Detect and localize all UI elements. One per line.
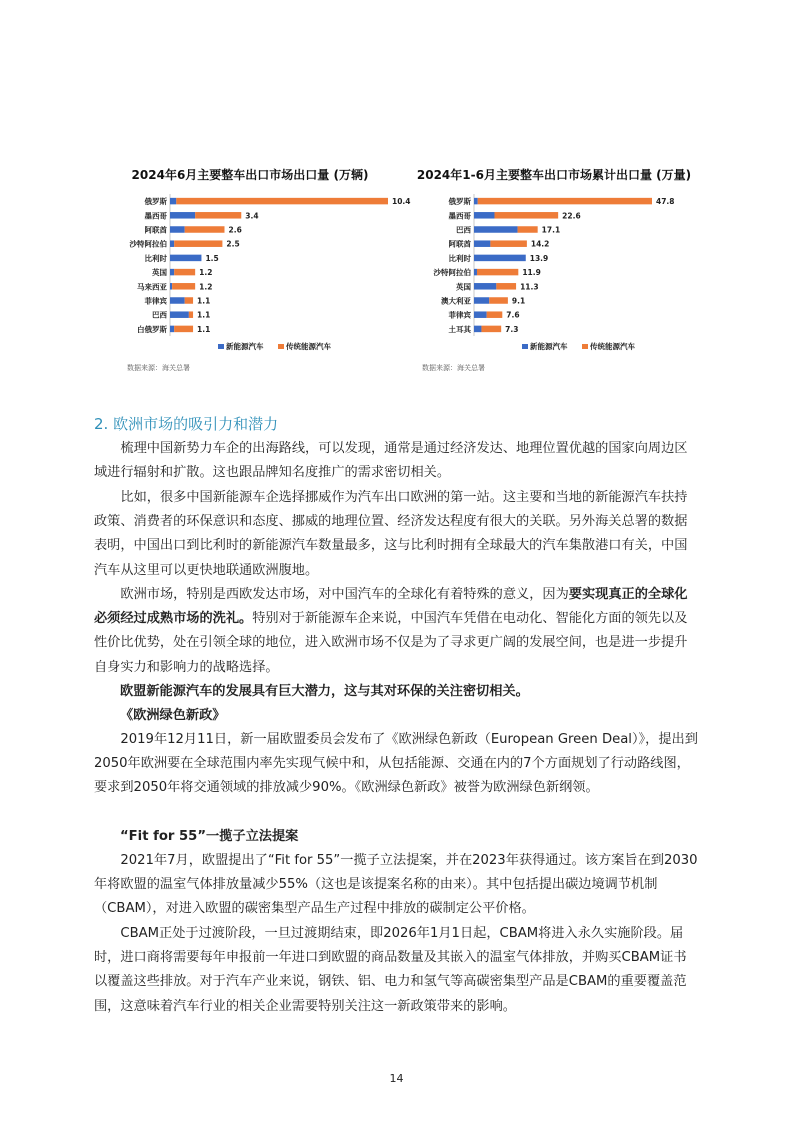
data-label: 9.1 — [511, 296, 526, 306]
data-label: 1.1 — [197, 296, 211, 306]
paragraph — [94, 583, 698, 680]
text-run: 特别对于新能源车企来说，中国汽车凭借在电动化、智能化方面的领先以及性价比优势，处在引领全球的地位，进入欧洲市场不仅是为了寻求更广阔的发展空间，也是进一步提升自身实力和影响力的战略选择。 — [94, 611, 688, 675]
text-run: 欧洲市场，特别是西欧发达市场，对中国汽车的全球化有着特殊的意义，因为 — [120, 587, 569, 602]
bar-ice — [496, 283, 516, 290]
bar-ice — [174, 326, 193, 333]
bar-ice — [489, 297, 508, 304]
bar-ice — [478, 198, 652, 205]
chart-title: 2024年6月主要整车出口市场出口量 (万辆) — [131, 168, 369, 182]
legend-label: 传统能源汽车 — [590, 342, 635, 351]
category-label: 沙特阿拉伯 — [129, 239, 167, 249]
category-label: 英国 — [152, 268, 167, 278]
category-label: 俄罗斯 — [448, 197, 471, 207]
bar-nev — [170, 240, 174, 247]
bar-ice — [487, 311, 503, 318]
bar-ice — [172, 283, 195, 290]
bold-statement: 欧盟新能源汽车的发展具有巨大潜力，这与其对环保的关注密切相关。 — [120, 684, 529, 699]
data-label: 7.3 — [505, 324, 519, 334]
data-label: 1.2 — [199, 282, 213, 292]
bar-ice — [176, 198, 388, 205]
category-label: 阿联酋 — [144, 225, 167, 235]
bar-nev — [170, 326, 174, 333]
bar-ice — [189, 311, 193, 318]
bar-ice — [185, 297, 193, 304]
category-label: 俄罗斯 — [144, 197, 167, 207]
bar-nev — [474, 226, 518, 233]
paragraph: 梳理中国新势力车企的出海路线，可以发现，通常是通过经济发达、地理位置优越的国家向周边区域进行辐射和扩散。这也跟品牌知名度推广的需求密切相关。 — [94, 441, 688, 481]
data-label: 2.6 — [228, 225, 242, 235]
data-label: 3.4 — [245, 211, 259, 221]
bar-ice — [195, 212, 241, 219]
legend-label: 新能源汽车 — [226, 342, 264, 351]
data-label: 1.5 — [205, 253, 219, 263]
bar-nev — [474, 326, 481, 333]
bar-nev — [170, 269, 174, 276]
bar-ice — [185, 226, 225, 233]
bar-nev — [474, 311, 487, 318]
bar-nev — [170, 283, 172, 290]
chart-cumulative-exports — [404, 166, 704, 376]
section-heading: 2. 欧洲市场的吸引力和潜力 — [94, 415, 279, 433]
category-label: 白俄罗斯 — [137, 324, 167, 334]
category-label: 阿联酋 — [448, 239, 471, 249]
subheading: “Fit for 55”一揽子立法提案 — [120, 829, 299, 844]
category-label: 墨西哥 — [448, 211, 471, 221]
subheading: 《欧洲绿色新政》 — [120, 708, 226, 723]
bar-nev — [170, 297, 185, 304]
category-label: 澳大利亚 — [441, 296, 471, 306]
category-label: 菲律宾 — [144, 296, 167, 306]
category-label: 沙特阿拉伯 — [433, 268, 471, 278]
paragraph: 比如，很多中国新能源车企选择挪威作为汽车出口欧洲的第一站。这主要和当地的新能源汽车扶持政策、消费者的环保意识和态度、挪威的地理位置、经济发达程度有很大的关联。另外海关总署的数据表明，中国出口到比利时的新能源汽车数量最多，这与比利时拥有全球最大的汽车集散港口有关，中国汽车从这里可以更快地联通欧洲腹地。 — [94, 490, 688, 578]
legend-swatch — [582, 344, 588, 349]
legend-swatch — [218, 344, 224, 349]
category-label: 土耳其 — [448, 324, 471, 334]
category-label: 英国 — [456, 282, 471, 292]
data-label: 14.2 — [530, 239, 550, 249]
data-label: 1.2 — [199, 268, 213, 278]
paragraph: 2019年12月11日，新一届欧盟委员会发布了《欧洲绿色新政（European Green Deal）》，提出到2050年欧洲要在全球范围内率先实现气候中和，从包括能源、交通在内的7个方面规划了行动路线图，要求到2050年将交通领域的排放减少90%。《欧洲绿色新政》被誉为欧洲绿色新纲领。 — [94, 732, 698, 796]
legend-label: 传统能源汽车 — [286, 342, 331, 351]
legend-label: 新能源汽车 — [530, 342, 568, 351]
category-label: 墨西哥 — [144, 211, 167, 221]
bar-nev — [170, 226, 185, 233]
data-label: 1.1 — [197, 324, 211, 334]
bar-chart-svg — [404, 194, 704, 359]
category-label: 巴西 — [152, 310, 167, 320]
data-label: 2.5 — [226, 239, 240, 249]
category-label: 巴西 — [456, 225, 471, 235]
data-label: 11.9 — [522, 268, 541, 278]
category-label: 比利时 — [144, 253, 167, 263]
chart-source: 数据来源：海关总署 — [422, 364, 485, 372]
bar-ice — [174, 269, 195, 276]
paragraph: CBAM正处于过渡阶段，一旦过渡期结束，即2026年1月1日起，CBAM将进入永久实施阶段。届时，进口商将需要每年申报前一年进口到欧盟的商品数量及其嵌入的温室气体排放，并购买CBAM证书以覆盖这些排放。对于汽车产业来说，钢铁、铝、电力和氢气等高碳密集型产品是CBAM的重要覆盖范围，这意味着汽车行业的相关企业需要特别关注这一新政策带来的影响。 — [94, 926, 687, 1014]
data-label: 22.6 — [562, 211, 581, 221]
bar-nev — [170, 198, 176, 205]
chart-monthly-exports — [100, 166, 411, 376]
category-label: 比利时 — [448, 253, 471, 263]
category-label: 马来西亚 — [137, 282, 167, 292]
bar-nev — [474, 240, 490, 247]
bold-text: 要实现真正的全球化必须经过成熟市场的洗礼。 — [94, 587, 688, 627]
category-label: 菲律宾 — [448, 310, 471, 320]
bar-nev — [474, 198, 478, 205]
bar-nev — [170, 255, 201, 262]
data-label: 17.1 — [541, 225, 561, 235]
bar-nev — [474, 297, 489, 304]
bar-ice — [477, 269, 518, 276]
bar-nev — [474, 212, 494, 219]
bar-ice — [174, 240, 222, 247]
bar-ice — [481, 326, 501, 333]
bar-ice — [518, 226, 538, 233]
data-label: 47.8 — [656, 197, 675, 207]
chart-title: 2024年1-6月主要整车出口市场累计出口量 (万量) — [416, 168, 692, 182]
bar-ice — [494, 212, 558, 219]
data-label: 10.4 — [392, 197, 411, 207]
bar-chart-svg — [100, 194, 411, 359]
legend-swatch — [278, 344, 284, 349]
bar-nev — [474, 283, 496, 290]
chart-source: 数据来源：海关总署 — [127, 364, 190, 372]
data-label: 7.6 — [506, 310, 520, 320]
page-number: 14 — [389, 1072, 404, 1085]
legend-swatch — [522, 344, 528, 349]
bar-nev — [170, 311, 189, 318]
bar-ice — [490, 240, 526, 247]
data-label: 11.3 — [520, 282, 539, 292]
bar-nev — [474, 255, 526, 262]
bar-nev — [170, 212, 195, 219]
data-label: 13.9 — [529, 253, 549, 263]
paragraph: 2021年7月，欧盟提出了“Fit for 55”一揽子立法提案，并在2023年获得通过。该方案旨在到2030年将欧盟的温室气体排放量减少55%（这也是该提案名称的由来）。其中包括提出碳边境调节机制（CBAM），对进入欧盟的碳密集型产品生产过程中排放的碳制定公平价格。 — [94, 853, 698, 917]
bar-nev — [474, 269, 477, 276]
data-label: 1.1 — [197, 310, 211, 320]
